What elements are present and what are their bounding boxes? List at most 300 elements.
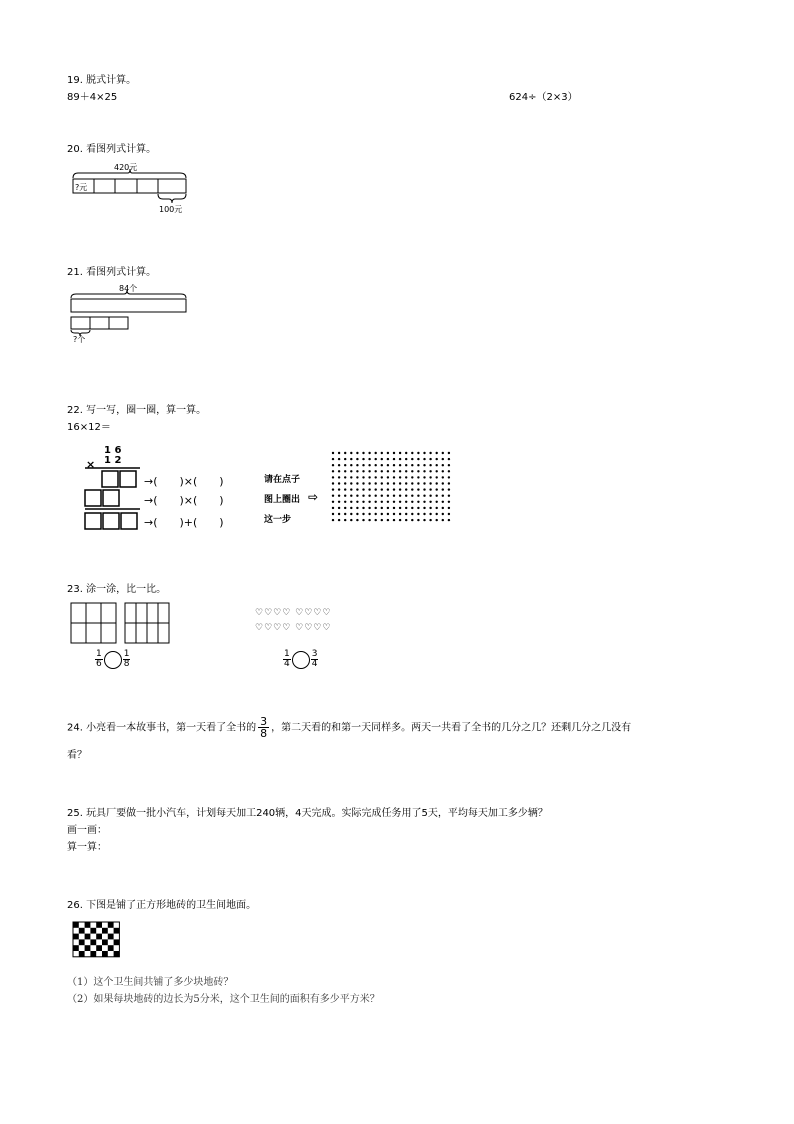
dot [381, 495, 383, 497]
dot [393, 458, 395, 460]
dot [362, 452, 364, 454]
dot [423, 488, 425, 490]
q26-tile-floor [72, 921, 122, 961]
dot [405, 458, 407, 460]
dot [344, 464, 346, 466]
dot [399, 476, 401, 478]
dot [417, 488, 419, 490]
dot [381, 482, 383, 484]
dot [417, 495, 419, 497]
dot [368, 488, 370, 490]
dot [417, 501, 419, 503]
dot [350, 458, 352, 460]
dot [387, 501, 389, 503]
dark-tile [85, 922, 91, 928]
q20-bar-diagram [70, 160, 200, 215]
q19-expression-2: 624÷（2×3） [509, 92, 578, 103]
dot [405, 476, 407, 478]
dot [448, 507, 450, 509]
dark-tile [114, 928, 120, 934]
dot [356, 470, 358, 472]
dot [362, 507, 364, 509]
dot [429, 501, 431, 503]
dot [356, 507, 358, 509]
dot [436, 519, 438, 521]
dot [399, 513, 401, 515]
dot [436, 488, 438, 490]
dot [368, 519, 370, 521]
dot [362, 501, 364, 503]
dark-tile [96, 934, 102, 940]
dot [399, 501, 401, 503]
dot [436, 507, 438, 509]
dot [332, 476, 334, 478]
dot [405, 507, 407, 509]
dot [344, 507, 346, 509]
dot [332, 458, 334, 460]
dot [338, 513, 340, 515]
q25-calc-label: 算一算： [67, 842, 107, 853]
dot [332, 464, 334, 466]
dot [356, 476, 358, 478]
dot [399, 488, 401, 490]
dot [393, 501, 395, 503]
q23-compare-circle-1[interactable] [104, 651, 122, 669]
q25-draw-label: 画一画： [67, 825, 107, 836]
dot [411, 470, 413, 472]
dot [350, 464, 352, 466]
dot [399, 507, 401, 509]
dot [356, 513, 358, 515]
q22-dot-grid [330, 450, 455, 526]
dot [429, 488, 431, 490]
dot [417, 464, 419, 466]
dot [344, 513, 346, 515]
dot [448, 470, 450, 472]
dot [387, 495, 389, 497]
dot [429, 482, 431, 484]
dot [417, 458, 419, 460]
dot [393, 488, 395, 490]
dot [411, 519, 413, 521]
dot [436, 452, 438, 454]
dot [436, 470, 438, 472]
q22-vertical-multiplication [82, 445, 332, 535]
dot [411, 476, 413, 478]
dot [350, 482, 352, 484]
dot [350, 470, 352, 472]
q22-note-line-3: 这一步 [264, 515, 292, 525]
dot [344, 458, 346, 460]
dark-tile [79, 928, 85, 934]
q26-sub-question-1: （1）这个卫生间共铺了多少块地砖？ [67, 977, 234, 988]
dark-tile [73, 922, 79, 928]
dot [436, 513, 438, 515]
dot [393, 470, 395, 472]
dot [399, 470, 401, 472]
dot [368, 470, 370, 472]
dot [423, 470, 425, 472]
dot [350, 476, 352, 478]
q22-note-line-2: 图上圈出 [264, 495, 301, 505]
q21-unknown-label: ?个 [73, 335, 86, 344]
dot [448, 476, 450, 478]
dot [405, 513, 407, 515]
dot [338, 470, 340, 472]
dot [405, 495, 407, 497]
dot [417, 482, 419, 484]
dot [344, 501, 346, 503]
q26-sub-question-2: （2）如果每块地砖的边长为5分米，这个卫生间的面积有多少平方米？ [67, 994, 380, 1005]
dot [429, 458, 431, 460]
dot [368, 482, 370, 484]
dot [332, 488, 334, 490]
dot [356, 458, 358, 460]
dot [381, 476, 383, 478]
dot [381, 464, 383, 466]
dot [405, 519, 407, 521]
dot [356, 452, 358, 454]
dot [436, 464, 438, 466]
dot [368, 495, 370, 497]
dot [442, 501, 444, 503]
q21-bar-diagram [68, 282, 193, 348]
dot [429, 513, 431, 515]
dot [436, 458, 438, 460]
dot [387, 488, 389, 490]
q23-fraction-1-6: $\frac{1}{6}$ [96, 649, 102, 669]
dot [436, 482, 438, 484]
dot [417, 470, 419, 472]
dot [405, 488, 407, 490]
dot [338, 482, 340, 484]
q20-unknown-label: ?元 [75, 183, 88, 192]
dot [381, 519, 383, 521]
dot [448, 501, 450, 503]
dot [423, 495, 425, 497]
dot [356, 519, 358, 521]
dot [393, 482, 395, 484]
dot [338, 501, 340, 503]
dot [362, 495, 364, 497]
dot [375, 495, 377, 497]
dark-tile [114, 939, 120, 945]
q23-compare-2 [283, 650, 318, 669]
dark-tile [79, 939, 85, 945]
dot [375, 476, 377, 478]
dot [338, 495, 340, 497]
dot [362, 519, 364, 521]
q23-title: 23. 涂一涂，比一比。 [67, 584, 167, 595]
dot [368, 507, 370, 509]
q23-fraction-1-8: $\frac{1}{8}$ [123, 649, 130, 669]
dot [405, 501, 407, 503]
dot [362, 464, 364, 466]
dot [429, 470, 431, 472]
dot [448, 488, 450, 490]
q20-total-label: 420元 [114, 163, 138, 172]
dot [332, 507, 334, 509]
dot [411, 482, 413, 484]
dot [381, 458, 383, 460]
dot [362, 476, 364, 478]
dot [375, 458, 377, 460]
dot [387, 507, 389, 509]
q20-title: 20. 看图列式计算。 [67, 144, 157, 155]
dot [417, 513, 419, 515]
dot [399, 458, 401, 460]
dark-tile [96, 922, 102, 928]
dot [423, 452, 425, 454]
q24-fraction: $\frac{3}{8}$ [260, 715, 268, 740]
dot [362, 458, 364, 460]
dot [387, 458, 389, 460]
dot [423, 519, 425, 521]
dot [332, 470, 334, 472]
dot [411, 501, 413, 503]
dot [368, 501, 370, 503]
dot [405, 452, 407, 454]
dot [448, 458, 450, 460]
dot [375, 507, 377, 509]
q22-multiplicand: 1 6 [104, 445, 122, 456]
dot [375, 501, 377, 503]
dot [411, 452, 413, 454]
dot [405, 464, 407, 466]
dot [375, 464, 377, 466]
dot [387, 470, 389, 472]
dot [393, 476, 395, 478]
dot [356, 501, 358, 503]
dot [375, 452, 377, 454]
dot [442, 476, 444, 478]
dot [411, 464, 413, 466]
dot [368, 458, 370, 460]
dark-tile [102, 951, 108, 957]
dot [399, 519, 401, 521]
dot [362, 482, 364, 484]
dot [393, 519, 395, 521]
dot [417, 476, 419, 478]
dot [381, 501, 383, 503]
dark-tile [102, 928, 108, 934]
q22-step-1: →( )×( ) [144, 475, 224, 488]
dot [442, 482, 444, 484]
dot [338, 464, 340, 466]
dot [411, 488, 413, 490]
dot [448, 482, 450, 484]
dot [332, 513, 334, 515]
dot [381, 488, 383, 490]
dot [350, 501, 352, 503]
dot [405, 470, 407, 472]
dot [417, 519, 419, 521]
dot [429, 464, 431, 466]
dot [350, 519, 352, 521]
q21-title: 21. 看图列式计算。 [67, 267, 157, 278]
dot [344, 482, 346, 484]
dark-tile [85, 934, 91, 940]
dot [344, 488, 346, 490]
dot [442, 458, 444, 460]
dot [344, 495, 346, 497]
q22-title: 22. 写一写，圈一圈，算一算。 [67, 405, 207, 416]
dot [448, 464, 450, 466]
dark-tile [108, 945, 114, 951]
q23-fraction-3-4: $\frac{3}{4}$ [311, 649, 318, 669]
q20-part-label: 100元 [159, 205, 183, 214]
dot [393, 513, 395, 515]
q23-hearts-row-2: ♡♡♡♡ ♡♡♡♡ [255, 623, 332, 633]
dot [356, 488, 358, 490]
dot [368, 513, 370, 515]
dark-tile [108, 922, 114, 928]
dot [417, 507, 419, 509]
dot [381, 513, 383, 515]
dot [399, 482, 401, 484]
dot [344, 519, 346, 521]
dot [423, 458, 425, 460]
dot [405, 482, 407, 484]
dot [429, 452, 431, 454]
dot [423, 507, 425, 509]
dot [362, 470, 364, 472]
dot [442, 470, 444, 472]
dot [362, 513, 364, 515]
dot [393, 495, 395, 497]
q24-question [67, 716, 631, 739]
dot [423, 476, 425, 478]
q21-total-label: 84个 [119, 284, 138, 293]
dot [387, 519, 389, 521]
dot [423, 482, 425, 484]
dot [332, 452, 334, 454]
dot [375, 513, 377, 515]
q22-times-sign: × [86, 458, 96, 471]
dot [350, 495, 352, 497]
dot [411, 458, 413, 460]
dot [417, 452, 419, 454]
dot [338, 519, 340, 521]
dot [375, 470, 377, 472]
dot [338, 476, 340, 478]
dot [332, 495, 334, 497]
q23-grid-figures [70, 602, 175, 646]
dot [429, 507, 431, 509]
dot [442, 519, 444, 521]
dot [411, 507, 413, 509]
dark-tile [79, 951, 85, 957]
dot [344, 470, 346, 472]
dot [344, 452, 346, 454]
q24-text-after: ，第二天看的和第一天同样多。两天一共看了全书的几分之几？还剩几分之几没有 [271, 722, 632, 734]
dot [338, 452, 340, 454]
q22-multiplier: 1 2 [104, 455, 122, 466]
dot [442, 488, 444, 490]
dot [442, 507, 444, 509]
dot [436, 476, 438, 478]
dot [344, 476, 346, 478]
dot [387, 452, 389, 454]
dot [350, 507, 352, 509]
q22-note-line-1: 请在点子 [264, 475, 301, 485]
q23-hearts-row-1: ♡♡♡♡ ♡♡♡♡ [255, 608, 332, 618]
dark-tile [73, 945, 79, 951]
dark-tile [108, 934, 114, 940]
dot [442, 452, 444, 454]
dot [387, 482, 389, 484]
dot [399, 495, 401, 497]
dark-tile [114, 951, 120, 957]
dot [332, 501, 334, 503]
dot [381, 470, 383, 472]
dark-tile [73, 934, 79, 940]
dot [442, 495, 444, 497]
dot [423, 501, 425, 503]
dot [399, 452, 401, 454]
dot [338, 458, 340, 460]
dot [338, 507, 340, 509]
dot [387, 476, 389, 478]
dot [411, 513, 413, 515]
dot [442, 464, 444, 466]
dot [356, 482, 358, 484]
dot [448, 452, 450, 454]
dot [393, 452, 395, 454]
dark-tile [85, 945, 91, 951]
dot [448, 495, 450, 497]
dot [436, 495, 438, 497]
dot [381, 507, 383, 509]
dark-tile [96, 945, 102, 951]
dot [387, 513, 389, 515]
dot [399, 464, 401, 466]
dot [387, 464, 389, 466]
q23-fraction-1-4: $\frac{1}{4}$ [284, 649, 290, 669]
dot [375, 519, 377, 521]
q19-title: 19. 脱式计算。 [67, 75, 137, 86]
dot [448, 513, 450, 515]
q22-step-2: →( )×( ) [144, 494, 224, 507]
dark-tile [90, 951, 96, 957]
dot [368, 464, 370, 466]
dot [381, 452, 383, 454]
q22-note-arrow: ⇨ [308, 490, 319, 504]
dot [429, 476, 431, 478]
q21-bar-svg [68, 282, 193, 348]
dot [332, 482, 334, 484]
dot [393, 507, 395, 509]
q22-equation: 16×12＝ [67, 422, 111, 433]
dot [429, 519, 431, 521]
q24-text-before: 24. 小亮看一本故事书，第一天看了全书的 [67, 722, 257, 734]
dot [350, 513, 352, 515]
dot [375, 488, 377, 490]
q26-title: 26. 下图是铺了正方形地砖的卫生间地面。 [67, 900, 257, 911]
q22-step-3: →( )+( ) [144, 516, 224, 529]
dark-tile [90, 939, 96, 945]
dot [368, 452, 370, 454]
dot [375, 482, 377, 484]
dot [332, 519, 334, 521]
q23-compare-circle-2[interactable] [292, 651, 310, 669]
dot [393, 464, 395, 466]
dot [411, 495, 413, 497]
dot [442, 513, 444, 515]
q24-text-line-2: 看？ [67, 750, 87, 761]
dark-tile [102, 939, 108, 945]
dot [338, 488, 340, 490]
